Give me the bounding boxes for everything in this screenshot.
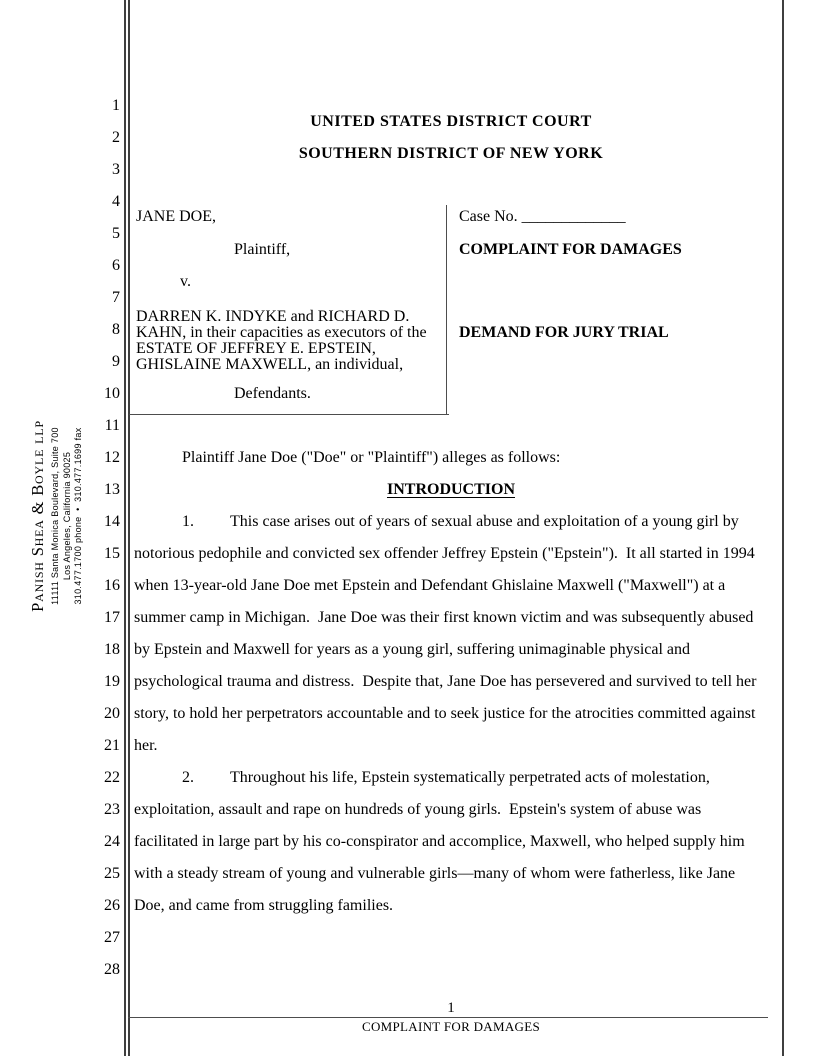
paragraph-line: her. xyxy=(134,737,158,754)
defendant-line: KAHN, in their capacities as executors of the xyxy=(136,324,427,341)
line-number: 16 xyxy=(104,577,120,594)
versus: v. xyxy=(180,273,191,290)
paragraph-line: story, to hold her perpetrators accountable and to seek justice for the atrocities committed against xyxy=(134,705,756,722)
line-number: 14 xyxy=(104,513,120,530)
firm-name: Panish Shea & Boyle llp xyxy=(28,420,47,612)
court-name: UNITED STATES DISTRICT COURT xyxy=(310,113,592,130)
paragraph-line: psychological trauma and distress. Despite that, Jane Doe has persevered and survived to tell her xyxy=(134,673,757,690)
line-number: 7 xyxy=(112,289,120,306)
left-margin-rule-outer xyxy=(124,0,126,1056)
line-number: 8 xyxy=(112,321,120,338)
footer-title: COMPLAINT FOR DAMAGES xyxy=(362,1019,540,1034)
line-number: 24 xyxy=(104,833,120,850)
paragraph-line: Doe, and came from struggling families. xyxy=(134,897,394,914)
line-number: 11 xyxy=(104,417,120,434)
case-number: Case No. _____________ xyxy=(459,208,626,225)
firm-address-line-2: Los Angeles, California 90025 xyxy=(61,451,72,581)
page-number: 1 xyxy=(447,1000,455,1016)
line-number: 22 xyxy=(104,769,120,786)
defendant-line: DARREN K. INDYKE and RICHARD D. xyxy=(136,308,410,325)
line-number: 27 xyxy=(104,929,120,946)
paragraph-line: with a steady stream of young and vulnerable girls—many of whom were fatherless, like Jane xyxy=(134,865,736,882)
paragraph-line: summer camp in Michigan. Jane Doe was their first known victim and was subsequently abused xyxy=(134,609,754,626)
left-margin-rule-inner xyxy=(128,0,130,1056)
defendant-line: GHISLAINE MAXWELL, an individual, xyxy=(136,356,404,373)
paragraph-line: when 13-year-old Jane Doe met Epstein and Defendant Ghislaine Maxwell ("Maxwell") at a xyxy=(134,577,726,594)
line-number: 1 xyxy=(112,97,120,114)
paragraph-line: by Epstein and Maxwell for years as a young girl, suffering unimaginable physical and xyxy=(134,641,691,658)
defendant-line: ESTATE OF JEFFREY E. EPSTEIN, xyxy=(136,340,376,357)
line-number: 10 xyxy=(104,385,120,402)
line-number: 17 xyxy=(104,609,120,626)
line-number: 23 xyxy=(104,801,120,818)
line-number: 13 xyxy=(104,481,120,498)
footer-rule xyxy=(128,1017,768,1018)
section-heading-text: INTRODUCTION xyxy=(386,481,515,498)
line-number: 19 xyxy=(104,673,120,690)
plaintiff-label: Plaintiff, xyxy=(234,241,291,258)
firm-sidebar xyxy=(26,306,90,726)
line-number: 12 xyxy=(104,449,120,466)
line-number: 4 xyxy=(112,193,120,210)
paragraph-line: exploitation, assault and rape on hundreds of young girls. Epstein's system of abuse was xyxy=(134,801,702,818)
line-number: 2 xyxy=(112,129,120,146)
line-number: 6 xyxy=(112,257,120,274)
right-margin-rule xyxy=(782,0,784,1056)
firm-address-line-1: 11111 Santa Monica Boulevard, Suite 700 xyxy=(50,427,60,605)
defendants-label: Defendants. xyxy=(234,385,311,402)
section-heading-introduction xyxy=(134,474,768,506)
line-number: 9 xyxy=(112,353,120,370)
line-number: 5 xyxy=(112,225,120,242)
paragraph-line: notorious pedophile and convicted sex offender Jeffrey Epstein ("Epstein"). It all started in 1994 xyxy=(134,545,755,562)
document-title: COMPLAINT FOR DAMAGES xyxy=(459,241,682,258)
paragraph-line: Throughout his life, Epstein systematically perpetrated acts of molestation, xyxy=(230,769,710,786)
alleges-line: Plaintiff Jane Doe ("Doe" or "Plaintiff") alleges as follows: xyxy=(182,449,561,466)
paragraph-number: 1. xyxy=(182,513,194,530)
paragraph-line: facilitated in large part by his co-conspirator and accomplice, Maxwell, who helped supply him xyxy=(134,833,745,850)
line-number: 18 xyxy=(104,641,120,658)
paragraph-line: This case arises out of years of sexual abuse and exploitation of a young girl by xyxy=(230,513,739,530)
line-number: 26 xyxy=(104,897,120,914)
line-number: 21 xyxy=(104,737,120,754)
paragraph-number: 2. xyxy=(182,769,194,786)
firm-address-line-3: 310.477.1700 phone • 310.477.1699 fax xyxy=(73,427,83,605)
jury-demand: DEMAND FOR JURY TRIAL xyxy=(459,324,669,341)
court-district: SOUTHERN DISTRICT OF NEW YORK xyxy=(298,145,604,162)
line-number: 3 xyxy=(112,161,120,178)
caption-bottom-border xyxy=(129,414,449,415)
line-number: 25 xyxy=(104,865,120,882)
line-number: 28 xyxy=(104,961,120,978)
line-number: 20 xyxy=(104,705,120,722)
plaintiff-name: JANE DOE, xyxy=(136,208,216,225)
line-number: 15 xyxy=(104,545,120,562)
caption-divider xyxy=(446,205,447,415)
